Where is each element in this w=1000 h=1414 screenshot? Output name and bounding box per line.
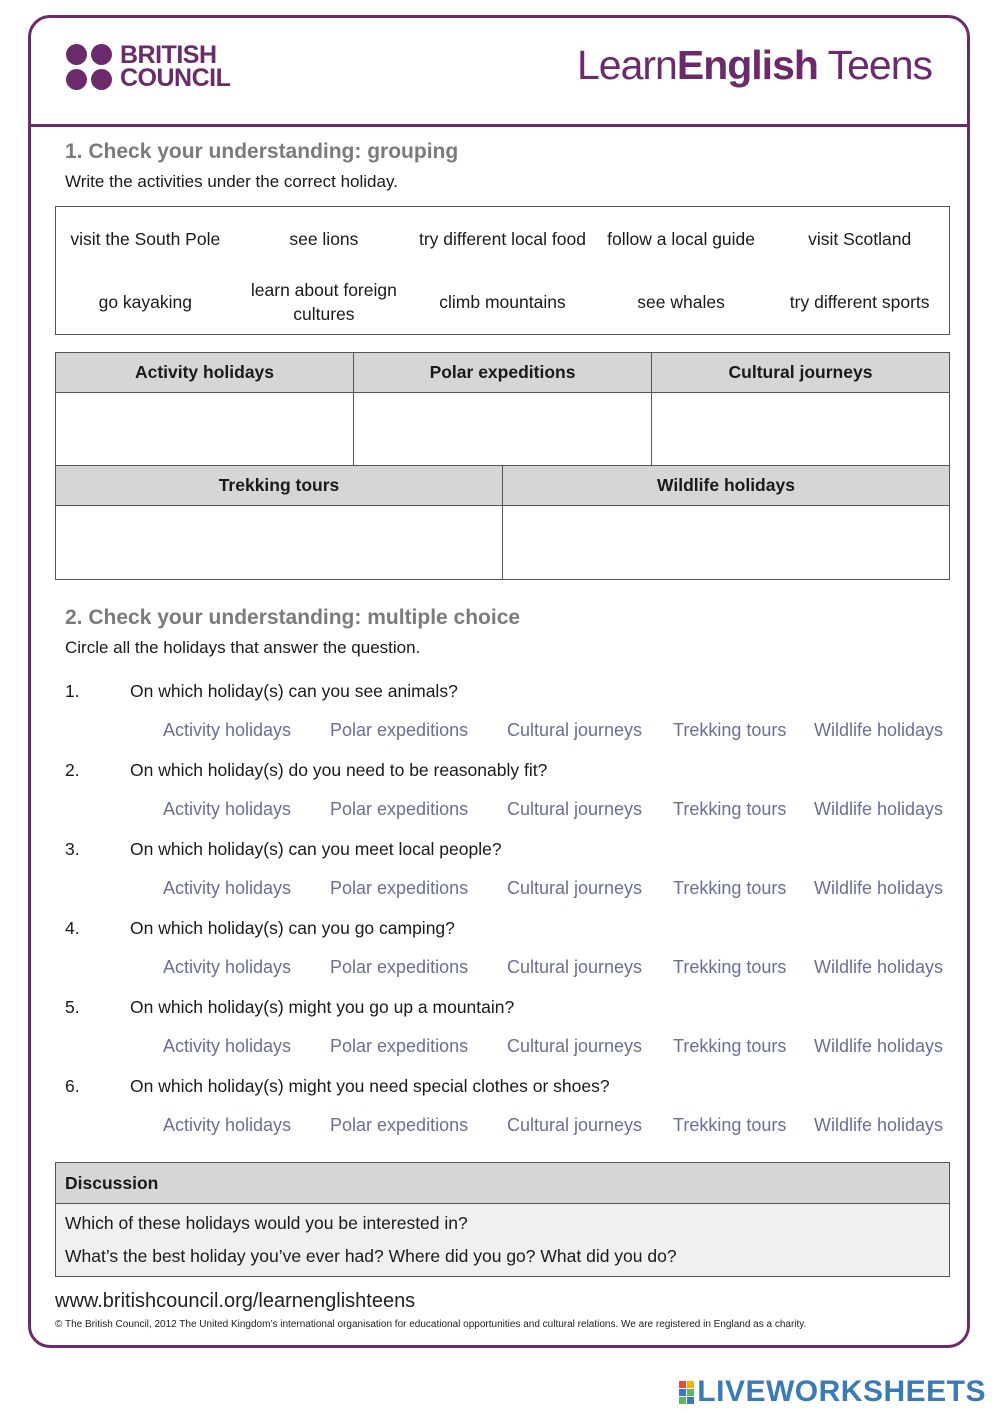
option-polar-expeditions[interactable]: Polar expeditions	[330, 1115, 469, 1135]
question-text: On which holiday(s) can you go camping?	[130, 918, 455, 938]
word-item: visit Scotland	[808, 228, 912, 249]
header-cultural-journeys: Cultural journeys	[652, 353, 950, 393]
discussion-title: Discussion	[56, 1163, 949, 1204]
brand-learn: Learn	[576, 42, 677, 88]
org-line-1: BRITISH	[120, 41, 217, 69]
question-number: 6.	[65, 1076, 80, 1096]
question-number: 4.	[65, 918, 80, 938]
option-cultural-journeys[interactable]: Cultural journeys	[507, 1036, 643, 1056]
brand-teens: Teens	[817, 42, 932, 88]
word-row	[56, 207, 949, 270]
question-text: On which holiday(s) can you see animals?	[130, 681, 458, 701]
answer-cell-cultural-journeys[interactable]	[652, 393, 950, 467]
british-council-logo	[66, 41, 231, 92]
question-text: On which holiday(s) can you meet local people?	[130, 839, 502, 859]
option-wildlife-holidays[interactable]: Wildlife holidays	[814, 1115, 944, 1135]
question-text: On which holiday(s) do you need to be reasonably fit?	[130, 760, 548, 780]
word-item: visit the South Pole	[70, 228, 221, 249]
discussion-question-1: Which of these holidays would you be interested in?	[65, 1213, 468, 1233]
question-number: 2.	[65, 760, 80, 780]
british-council-dots-icon	[66, 44, 112, 90]
footer-url: www.britishcouncil.org/learnenglishteens	[55, 1290, 416, 1312]
option-wildlife-holidays[interactable]: Wildlife holidays	[814, 957, 944, 977]
word-item: learn about foreign cultures	[250, 279, 397, 324]
option-polar-expeditions[interactable]: Polar expeditions	[330, 957, 469, 977]
header-wildlife-holidays: Wildlife holidays	[503, 466, 950, 506]
question-text: On which holiday(s) might you go up a mountain?	[130, 997, 515, 1017]
option-activity-holidays[interactable]: Activity holidays	[163, 799, 292, 819]
word-item: go kayaking	[98, 291, 192, 312]
question-number: 1.	[65, 681, 80, 701]
option-activity-holidays[interactable]: Activity holidays	[163, 1036, 292, 1056]
word-item: follow a local guide	[607, 228, 756, 249]
option-trekking-tours[interactable]: Trekking tours	[673, 1115, 787, 1135]
header-activity-holidays: Activity holidays	[56, 353, 354, 393]
discussion-question-2: What’s the best holiday you’ve ever had? Where did you go? What did you do?	[65, 1246, 677, 1266]
option-trekking-tours[interactable]: Trekking tours	[673, 1036, 787, 1056]
section-1-title: 1. Check your understanding: grouping	[65, 140, 459, 163]
option-wildlife-holidays[interactable]: Wildlife holidays	[814, 799, 944, 819]
option-cultural-journeys[interactable]: Cultural journeys	[507, 957, 643, 977]
question-number: 3.	[65, 839, 80, 859]
answer-cell-wildlife-holidays[interactable]	[503, 506, 950, 580]
question-number: 5.	[65, 997, 80, 1017]
word-item: see lions	[289, 228, 359, 249]
question-text: On which holiday(s) might you need special clothes or shoes?	[130, 1076, 610, 1096]
section-1-instruction: Write the activities under the correct holiday.	[65, 172, 398, 191]
option-polar-expeditions[interactable]: Polar expeditions	[330, 720, 469, 740]
header-divider	[28, 124, 970, 127]
liveworksheets-text: LIVEWORKSHEETS	[697, 1375, 986, 1408]
option-cultural-journeys[interactable]: Cultural journeys	[507, 878, 643, 898]
option-trekking-tours[interactable]: Trekking tours	[673, 957, 787, 977]
word-item: try different sports	[789, 291, 930, 312]
option-wildlife-holidays[interactable]: Wildlife holidays	[814, 878, 944, 898]
header-polar-expeditions: Polar expeditions	[354, 353, 652, 393]
option-polar-expeditions[interactable]: Polar expeditions	[330, 878, 469, 898]
option-activity-holidays[interactable]: Activity holidays	[163, 720, 292, 740]
answer-cell-trekking-tours[interactable]	[56, 506, 503, 580]
grouping-table-2	[55, 465, 950, 580]
option-activity-holidays[interactable]: Activity holidays	[163, 878, 292, 898]
option-trekking-tours[interactable]: Trekking tours	[673, 720, 787, 740]
grouping-table-1	[55, 352, 950, 467]
org-line-2: COUNCIL	[120, 64, 231, 92]
liveworksheets-logo	[679, 1375, 986, 1409]
option-wildlife-holidays[interactable]: Wildlife holidays	[814, 720, 944, 740]
answer-cell-polar-expeditions[interactable]	[354, 393, 652, 467]
section-2-title: 2. Check your understanding: multiple choice	[65, 606, 521, 629]
word-row	[56, 270, 949, 333]
footer-copyright: © The British Council, 2012 The United Kingdom’s international organisation for educational opportunities and cultural relations. We are registered in England as a charity.	[55, 1319, 807, 1330]
option-trekking-tours[interactable]: Trekking tours	[673, 878, 787, 898]
option-cultural-journeys[interactable]: Cultural journeys	[507, 1115, 643, 1135]
word-item: try different local food	[418, 228, 586, 249]
option-polar-expeditions[interactable]: Polar expeditions	[330, 1036, 469, 1056]
header-trekking-tours: Trekking tours	[56, 466, 503, 506]
option-cultural-journeys[interactable]: Cultural journeys	[507, 720, 643, 740]
learnenglish-teens-logo	[577, 42, 932, 89]
section-2-instruction: Circle all the holidays that answer the question.	[65, 638, 421, 657]
answer-cell-activity-holidays[interactable]	[56, 393, 354, 467]
option-activity-holidays[interactable]: Activity holidays	[163, 957, 292, 977]
option-polar-expeditions[interactable]: Polar expeditions	[330, 799, 469, 819]
word-item: see whales	[637, 291, 725, 312]
option-activity-holidays[interactable]: Activity holidays	[163, 1115, 292, 1135]
discussion-box	[55, 1162, 950, 1277]
option-wildlife-holidays[interactable]: Wildlife holidays	[814, 1036, 944, 1056]
word-item: climb mountains	[439, 291, 566, 312]
brand-english: English	[676, 42, 818, 88]
option-cultural-journeys[interactable]: Cultural journeys	[507, 799, 643, 819]
option-trekking-tours[interactable]: Trekking tours	[673, 799, 787, 819]
word-box	[55, 206, 950, 335]
liveworksheets-icon	[679, 1381, 694, 1404]
